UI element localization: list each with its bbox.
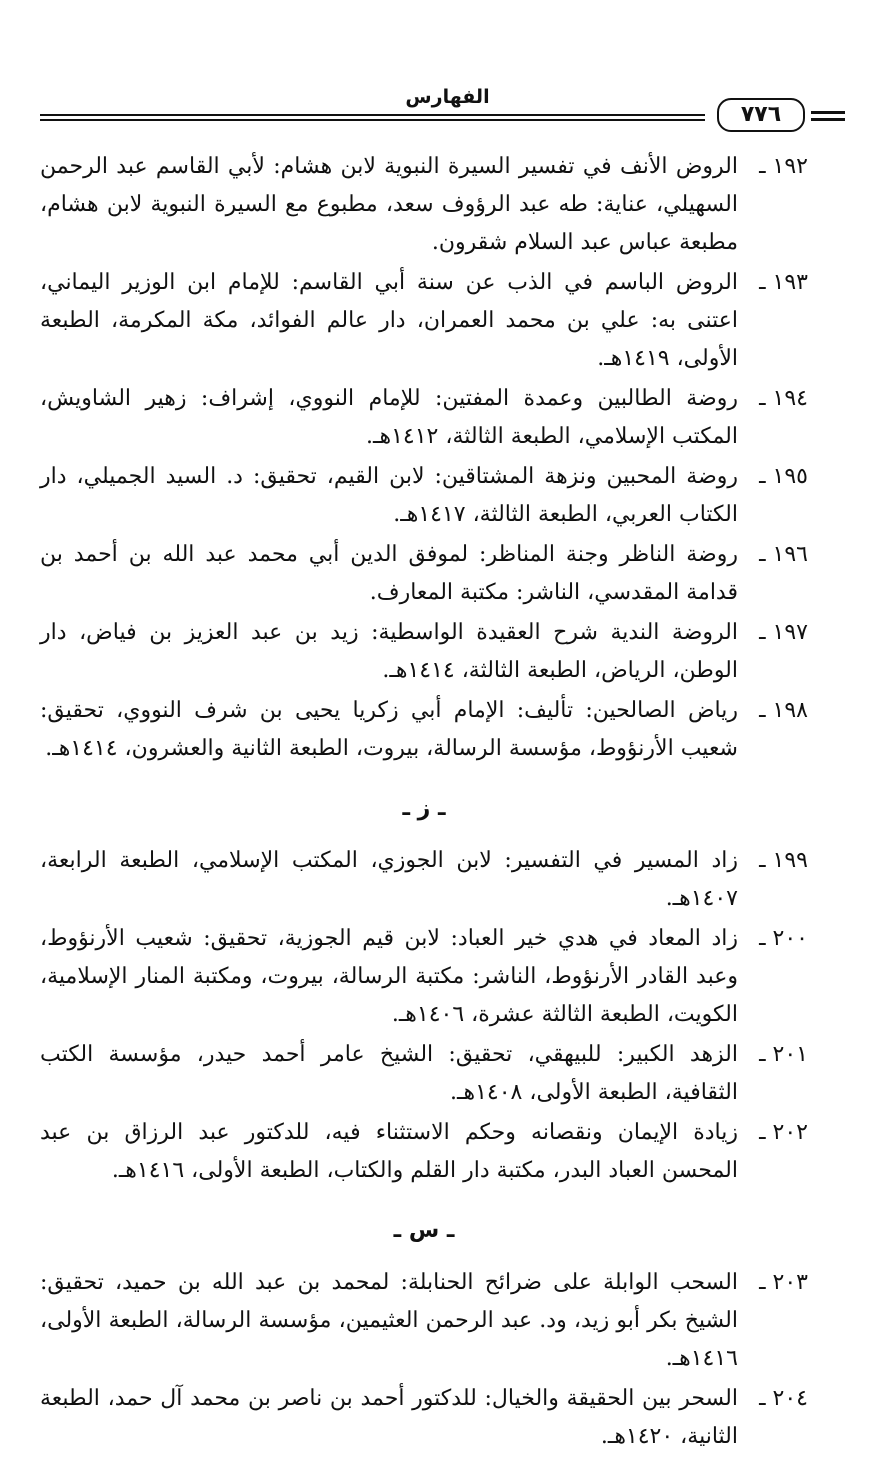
entry-number: ١٩٩ ـ bbox=[759, 848, 808, 873]
bibliography-entry-194 bbox=[40, 380, 808, 456]
entry-number: ١٩٣ ـ bbox=[759, 270, 808, 295]
entry-text: الزهد الكبير: للبيهقي، تحقيق: الشيخ عامر أحمد حيدر، مؤسسة الكتب الثقافية، الطبعة الأولى، ١٤٠٨هـ. bbox=[40, 1042, 738, 1105]
bibliography-entry-197 bbox=[40, 614, 808, 690]
entry-text: زيادة الإيمان ونقصانه وحكم الاستثناء فيه، للدكتور عبد الرزاق بن عبد المحسن العباد البدر، مكتبة دار القلم والكتاب، الطبعة الأولى، ١٤١٦هـ. bbox=[40, 1120, 738, 1183]
header-rule-bottom bbox=[40, 119, 705, 121]
entry-text: الروض الأنف في تفسير السيرة النبوية لابن هشام: لأبي القاسم عبد الرحمن السهيلي، عناية: طه عبد الرؤوف سعد، مطبوع مع السيرة النبوية لابن هشام، مطبعة عباس عبد السلام شقرون. bbox=[40, 154, 738, 255]
bibliography-entry-200 bbox=[40, 920, 808, 1034]
entry-text: روضة الطالبين وعمدة المفتين: للإمام النووي، إشراف: زهير الشاويش، المكتب الإسلامي، الطبعة الثالثة، ١٤١٢هـ. bbox=[40, 386, 738, 449]
entry-number: ١٩٨ ـ bbox=[759, 698, 808, 723]
entry-text: الروض الباسم في الذب عن سنة أبي القاسم: للإمام ابن الوزير اليماني، اعتنى به: علي بن محمد العمران، دار عالم الفوائد، مكة المكرمة، الطبعة الأولى، ١٤١٩هـ. bbox=[40, 270, 738, 371]
entry-text: رياض الصالحين: تأليف: الإمام أبي زكريا يحيى بن شرف النووي، تحقيق: شعيب الأرنؤوط، مؤسسة الرسالة، بيروت، الطبعة الثانية والعشرون، ١٤١٤هـ. bbox=[40, 698, 738, 761]
entry-text: روضة الناظر وجنة المناظر: لموفق الدين أبي محمد عبد الله بن أحمد بن قدامة المقدسي، الناشر: مكتبة المعارف. bbox=[40, 542, 738, 605]
bibliography-list bbox=[40, 148, 808, 1458]
entry-number: ٢٠٢ ـ bbox=[759, 1120, 808, 1145]
entry-text: روضة المحبين ونزهة المشتاقين: لابن القيم، تحقيق: د. السيد الجميلي، دار الكتاب العربي، الطبعة الثالثة، ١٤١٧هـ. bbox=[40, 464, 738, 527]
entry-number: ٢٠٠ ـ bbox=[759, 926, 808, 951]
entry-number: ٢٠٣ ـ bbox=[759, 1270, 808, 1295]
bibliography-entry-201 bbox=[40, 1036, 808, 1112]
header-rule-top bbox=[40, 114, 705, 116]
page-number: ٧٧٦ bbox=[717, 98, 805, 132]
bibliography-entry-202 bbox=[40, 1114, 808, 1190]
entry-number: ١٩٧ ـ bbox=[759, 620, 808, 645]
bibliography-entry-192 bbox=[40, 148, 808, 262]
entry-text: زاد المسير في التفسير: لابن الجوزي، المكتب الإسلامي، الطبعة الرابعة، ١٤٠٧هـ. bbox=[40, 848, 738, 911]
header-ornament-top bbox=[811, 111, 845, 114]
bibliography-entry-196 bbox=[40, 536, 808, 612]
entry-number: ٢٠٤ ـ bbox=[759, 1386, 808, 1411]
entry-text: الروضة الندية شرح العقيدة الواسطية: زيد بن عبد العزيز بن فياض، دار الوطن، الرياض، الطبعة الثالثة، ١٤١٤هـ. bbox=[40, 620, 738, 683]
section-heading-seen: ـ س ـ bbox=[393, 1218, 455, 1243]
header-ornament-bottom bbox=[811, 118, 845, 121]
entry-text: السحب الوابلة على ضرائح الحنابلة: لمحمد بن عبد الله بن حميد، تحقيق: الشيخ بكر أبو زيد، ود. عبد الرحمن العثيمين، مؤسسة الرسالة، الطبعة الأولى، ١٤١٦هـ. bbox=[40, 1270, 738, 1371]
entry-number: ١٩٦ ـ bbox=[759, 542, 808, 567]
entry-text: السحر بين الحقيقة والخيال: للدكتور أحمد بن ناصر بن محمد آل حمد، الطبعة الثانية، ١٤٢٠هـ. bbox=[40, 1386, 738, 1449]
bibliography-entry-198 bbox=[40, 692, 808, 768]
entry-text: زاد المعاد في هدي خير العباد: لابن قيم الجوزية، تحقيق: شعيب الأرنؤوط، وعبد القادر الأرنؤوط، الناشر: مكتبة الرسالة، بيروت، ومكتبة المنار الإسلامية، الكويت، الطبعة الثالثة عشرة، ١٤٠٦هـ. bbox=[40, 926, 738, 1027]
bibliography-entry-193 bbox=[40, 264, 808, 378]
entry-number: ١٩٥ ـ bbox=[759, 464, 808, 489]
page-header bbox=[40, 80, 855, 132]
bibliography-entry-195 bbox=[40, 458, 808, 534]
section-heading-zay: ـ ز ـ bbox=[402, 796, 446, 821]
bibliography-entry-199 bbox=[40, 842, 808, 918]
bibliography-entry-204 bbox=[40, 1380, 808, 1456]
entry-number: ٢٠١ ـ bbox=[759, 1042, 808, 1067]
entry-number: ١٩٢ ـ bbox=[759, 154, 808, 179]
running-title: الفهارس bbox=[405, 86, 490, 108]
bibliography-entry-203 bbox=[40, 1264, 808, 1378]
entry-number: ١٩٤ ـ bbox=[759, 386, 808, 411]
